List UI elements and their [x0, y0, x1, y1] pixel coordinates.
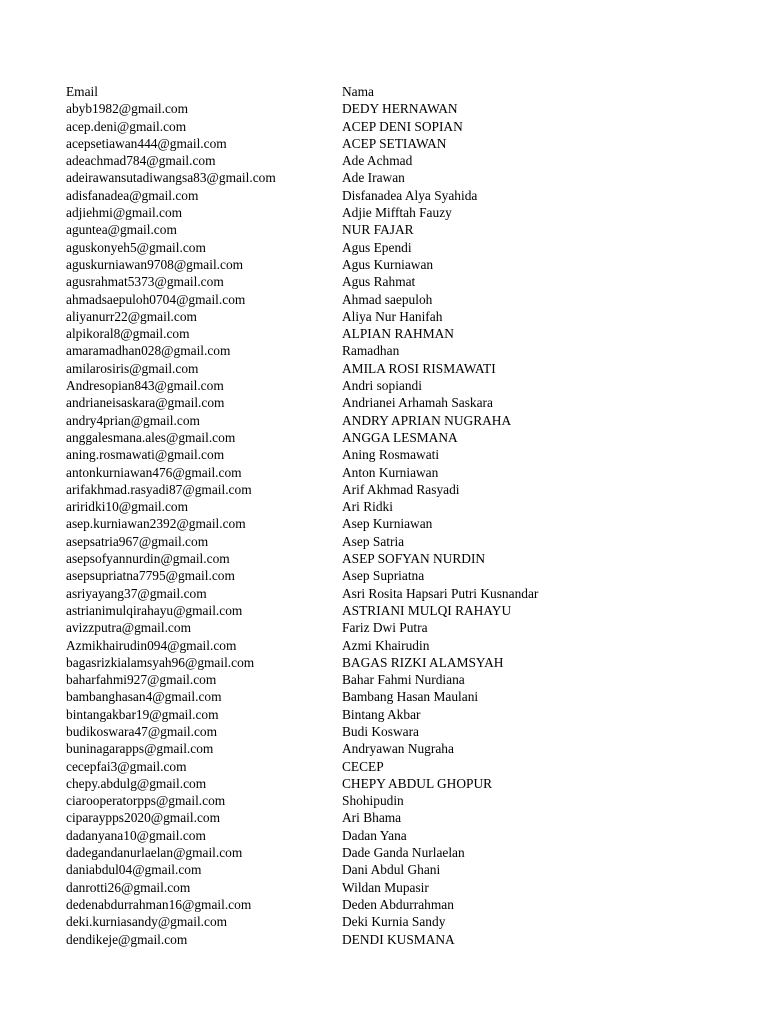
nama-cell: BAGAS RIZKI ALAMSYAH	[342, 654, 504, 670]
table-body	[66, 100, 686, 948]
table-row	[66, 377, 686, 394]
email-cell: asepsatria967@gmail.com	[66, 533, 209, 549]
table-row	[66, 809, 686, 826]
email-cell: aguskonyeh5@gmail.com	[66, 239, 206, 255]
nama-cell: Aliya Nur Hanifah	[342, 308, 443, 324]
nama-cell: ASEP SOFYAN NURDIN	[342, 551, 486, 567]
table-row	[66, 879, 686, 896]
nama-cell: Asri Rosita Hapsari Putri Kusnandar	[342, 585, 539, 601]
nama-cell: Deden Abdurrahman	[342, 896, 454, 912]
nama-cell: Andryawan Nugraha	[342, 741, 454, 757]
email-cell: baharfahmi927@gmail.com	[66, 672, 217, 688]
table-row	[66, 637, 686, 654]
nama-cell: Bambang Hasan Maulani	[342, 689, 479, 705]
email-cell: bintangakbar19@gmail.com	[66, 706, 219, 722]
nama-cell: Andri sopiandi	[342, 378, 422, 394]
table-row	[66, 688, 686, 705]
email-cell: asepsofyannurdin@gmail.com	[66, 551, 230, 567]
email-cell: adeachmad784@gmail.com	[66, 153, 216, 169]
table-row	[66, 671, 686, 688]
nama-cell: Shohipudin	[342, 793, 404, 809]
table-row	[66, 446, 686, 463]
table-row	[66, 792, 686, 809]
table-row	[66, 169, 686, 186]
nama-cell: Ari Ridki	[342, 499, 393, 515]
table-row	[66, 394, 686, 411]
nama-column-header: Nama	[342, 84, 374, 99]
header-row	[66, 83, 686, 100]
table-row	[66, 844, 686, 861]
table-row	[66, 325, 686, 342]
nama-cell: DENDI KUSMANA	[342, 931, 455, 947]
table-row	[66, 567, 686, 584]
table-row	[66, 291, 686, 308]
nama-cell: Dani Abdul Ghani	[342, 862, 441, 878]
table-row	[66, 896, 686, 913]
table-row	[66, 861, 686, 878]
email-cell: daniabdul04@gmail.com	[66, 862, 202, 878]
table-row	[66, 135, 686, 152]
email-cell: agusrahmat5373@gmail.com	[66, 274, 224, 290]
email-cell: buninagarapps@gmail.com	[66, 741, 214, 757]
nama-cell: Ade Achmad	[342, 153, 413, 169]
table-row	[66, 913, 686, 930]
email-cell: asepsupriatna7795@gmail.com	[66, 568, 235, 584]
email-cell: adeirawansutadiwangsa83@gmail.com	[66, 170, 276, 186]
table-row	[66, 498, 686, 515]
nama-cell: Asep Satria	[342, 533, 405, 549]
email-cell: adisfanadea@gmail.com	[66, 187, 199, 203]
table-row	[66, 412, 686, 429]
email-cell: cecepfai3@gmail.com	[66, 758, 187, 774]
email-cell: anggalesmana.ales@gmail.com	[66, 429, 236, 445]
email-cell: acepsetiawan444@gmail.com	[66, 135, 227, 151]
email-cell: bambanghasan4@gmail.com	[66, 689, 222, 705]
email-cell: acep.deni@gmail.com	[66, 118, 187, 134]
table-row	[66, 429, 686, 446]
email-cell: andry4prian@gmail.com	[66, 412, 200, 428]
email-cell: chepy.abdulg@gmail.com	[66, 775, 207, 791]
table-row	[66, 758, 686, 775]
email-cell: Azmikhairudin094@gmail.com	[66, 637, 237, 653]
email-cell: asriyayang37@gmail.com	[66, 585, 207, 601]
email-cell: deki.kurniasandy@gmail.com	[66, 914, 228, 930]
email-cell: ariridki10@gmail.com	[66, 499, 189, 515]
table-row	[66, 100, 686, 117]
nama-cell: ACEP DENI SOPIAN	[342, 118, 463, 134]
nama-cell: Deki Kurnia Sandy	[342, 914, 446, 930]
nama-cell: Wildan Mupasir	[342, 879, 429, 895]
nama-cell: Ade Irawan	[342, 170, 405, 186]
nama-cell: Dade Ganda Nurlaelan	[342, 845, 465, 861]
table-row	[66, 481, 686, 498]
nama-cell: Azmi Khairudin	[342, 637, 430, 653]
nama-cell: Adjie Mifftah Fauzy	[342, 205, 452, 221]
table-row	[66, 654, 686, 671]
email-cell: asep.kurniawan2392@gmail.com	[66, 516, 246, 532]
table-row	[66, 775, 686, 792]
nama-cell: Bintang Akbar	[342, 706, 421, 722]
nama-cell: AMILA ROSI RISMAWATI	[342, 360, 496, 376]
email-cell: ciparaypps2020@gmail.com	[66, 810, 221, 826]
nama-cell: Agus Rahmat	[342, 274, 416, 290]
email-cell: abyb1982@gmail.com	[66, 101, 189, 117]
nama-cell: NUR FAJAR	[342, 222, 414, 238]
table-row	[66, 602, 686, 619]
email-cell: antonkurniawan476@gmail.com	[66, 464, 242, 480]
email-cell: aliyanurr22@gmail.com	[66, 308, 197, 324]
table-row	[66, 515, 686, 532]
email-cell: dendikeje@gmail.com	[66, 931, 188, 947]
email-cell: arifakhmad.rasyadi87@gmail.com	[66, 481, 252, 497]
table-row	[66, 706, 686, 723]
nama-cell: Disfanadea Alya Syahida	[342, 187, 478, 203]
email-cell: avizzputra@gmail.com	[66, 620, 191, 636]
table-row	[66, 204, 686, 221]
email-cell: amaramadhan028@gmail.com	[66, 343, 231, 359]
nama-cell: Bahar Fahmi Nurdiana	[342, 672, 465, 688]
table-row	[66, 931, 686, 948]
email-cell: dadegandanurlaelan@gmail.com	[66, 845, 243, 861]
email-cell: aguntea@gmail.com	[66, 222, 177, 238]
nama-cell: Arif Akhmad Rasyadi	[342, 481, 460, 497]
table-row	[66, 152, 686, 169]
email-cell: aning.rosmawati@gmail.com	[66, 447, 225, 463]
table-row	[66, 533, 686, 550]
email-cell: andrianeisaskara@gmail.com	[66, 395, 225, 411]
nama-cell: ACEP SETIAWAN	[342, 135, 447, 151]
email-cell: alpikoral8@gmail.com	[66, 326, 190, 342]
table-row	[66, 723, 686, 740]
table-row	[66, 550, 686, 567]
table-row	[66, 256, 686, 273]
nama-cell: Ahmad saepuloh	[342, 291, 433, 307]
table-row	[66, 308, 686, 325]
table-row	[66, 585, 686, 602]
email-cell: astrianimulqirahayu@gmail.com	[66, 602, 243, 618]
table-row	[66, 187, 686, 204]
email-cell: bagasrizkialamsyah96@gmail.com	[66, 654, 255, 670]
email-cell: aguskurniawan9708@gmail.com	[66, 256, 244, 272]
nama-cell: Ramadhan	[342, 343, 400, 359]
nama-cell: ANGGA LESMANA	[342, 429, 458, 445]
nama-cell: Aning Rosmawati	[342, 447, 440, 463]
nama-cell: Asep Kurniawan	[342, 516, 433, 532]
nama-cell: Andrianei Arhamah Saskara	[342, 395, 493, 411]
email-cell: amilarosiris@gmail.com	[66, 360, 199, 376]
table-row	[66, 221, 686, 238]
nama-cell: Fariz Dwi Putra	[342, 620, 428, 636]
nama-cell: Ari Bhama	[342, 810, 402, 826]
email-column-header: Email	[66, 84, 98, 99]
table-row	[66, 360, 686, 377]
table-row	[66, 118, 686, 135]
email-cell: ahmadsaepuloh0704@gmail.com	[66, 291, 246, 307]
email-cell: dedenabdurrahman16@gmail.com	[66, 896, 252, 912]
nama-cell: Agus Ependi	[342, 239, 412, 255]
table-row	[66, 740, 686, 757]
table-row	[66, 619, 686, 636]
table-row	[66, 239, 686, 256]
email-cell: budikoswara47@gmail.com	[66, 723, 218, 739]
email-cell: Andresopian843@gmail.com	[66, 378, 224, 394]
nama-cell: DEDY HERNAWAN	[342, 101, 458, 117]
nama-cell: Agus Kurniawan	[342, 256, 434, 272]
email-cell: danrotti26@gmail.com	[66, 879, 191, 895]
table-row	[66, 342, 686, 359]
nama-cell: CHEPY ABDUL GHOPUR	[342, 775, 493, 791]
email-cell: dadanyana10@gmail.com	[66, 827, 206, 843]
email-cell: adjiehmi@gmail.com	[66, 205, 183, 221]
nama-cell: ALPIAN RAHMAN	[342, 326, 454, 342]
nama-cell: Dadan Yana	[342, 827, 407, 843]
table-row	[66, 273, 686, 290]
table-row	[66, 827, 686, 844]
email-name-table	[66, 83, 686, 948]
nama-cell: Budi Koswara	[342, 723, 419, 739]
nama-cell: ASTRIANI MULQI RAHAYU	[342, 602, 512, 618]
nama-cell: Anton Kurniawan	[342, 464, 439, 480]
email-cell: ciarooperatorpps@gmail.com	[66, 793, 226, 809]
nama-cell: CECEP	[342, 758, 384, 774]
nama-cell: Asep Supriatna	[342, 568, 425, 584]
nama-cell: ANDRY APRIAN NUGRAHA	[342, 412, 512, 428]
table-row	[66, 464, 686, 481]
